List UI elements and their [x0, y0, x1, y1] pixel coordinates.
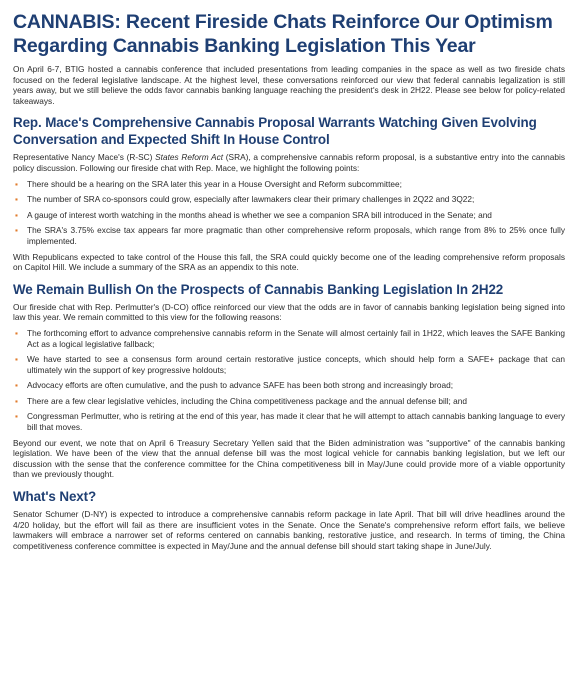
list-item-text: The number of SRA co-sponsors could grow, especially after lawmakers clear their primary challenges in 2Q22 and 3Q22; — [27, 194, 475, 205]
list-item — [13, 210, 565, 221]
section-mace-proposal — [13, 114, 565, 272]
square-bullet-icon: ▪ — [15, 380, 18, 391]
list-item-text: Congressman Perlmutter, who is retiring at the end of this year, has made it clear that he will attempt to attach cannabis banking language to every bill that moves. — [27, 411, 565, 433]
square-bullet-icon: ▪ — [15, 395, 18, 406]
section-heading: Rep. Mace's Comprehensive Cannabis Proposal Warrants Watching Given Evolving Conversation and Expected Shift In House Control — [13, 115, 537, 148]
list-item — [13, 194, 565, 205]
list-item-text: The forthcoming effort to advance comprehensive cannabis reform in the Senate will almost certainly fail in 1H22, which leaves the SAFE Banking Act as a logical legislative fallback; — [27, 327, 565, 349]
list-item — [13, 179, 565, 190]
list-item — [13, 380, 565, 391]
square-bullet-icon: ▪ — [15, 327, 18, 338]
section-paragraph: Our fireside chat with Rep. Perlmutter's (D-CO) office reinforced our view that the odds are in favor of cannabis banking legislation being signed into law this year. We remain committed to this view for the following reasons: — [13, 301, 565, 323]
list-item-text: We have started to see a consensus form around certain restorative justice concepts, which should help form a SAFE+ package that can ultimately win the support of key progressive holdouts; — [27, 354, 565, 375]
list-item-text: There are a few clear legislative vehicles, including the China competitiveness package and the annual defense bill; and — [27, 395, 468, 406]
list-item — [13, 354, 565, 375]
square-bullet-icon: ▪ — [15, 194, 18, 205]
paragraph-text: (SRA), a comprehensive cannabis reform proposal, is a substantive entry into the cannabis policy discussion. Following our fireside chat with Rep. Mace, we highlight the following points: — [13, 152, 565, 173]
intro-paragraph: On April 6-7, BTIG hosted a cannabis conference that included presentations from leading companies in the space as well as two fireside chats focused on the federal legislative landscape. At the highest level, these conversations reinforced our view that federal cannabis legalization is still years away, but we still believe the odds favor cannabis banking language reaching the president's desk in 2H22. Please see below for policy-related takeaways. — [13, 64, 565, 106]
section-paragraph: Senator Schumer (D-NY) is expected to introduce a comprehensive cannabis reform package in late April. That bill will drive headlines around the 4/20 holiday, but the effort will fail as there are insufficient votes in the Senate. Once the Senate's comprehensive reform effort fails, we believe lawmakers will embrace a narrower set of reforms centered on cannabis banking, restorative justice, and research. In terms of timing, the China competitiveness conference committee is expected in May/June and the annual defense bill should start taking shape in June/July. — [13, 509, 565, 551]
list-item — [13, 396, 565, 407]
square-bullet-icon: ▪ — [15, 411, 18, 422]
list-item-text: A gauge of interest worth watching in the months ahead is whether we see a companion SRA bill introduced in the Senate; and — [27, 209, 492, 220]
section-whats-next — [13, 488, 565, 551]
square-bullet-icon: ▪ — [15, 225, 18, 236]
section-closing: Beyond our event, we note that on April 6 Treasury Secretary Yellen said that the Biden administration was "supportive" of the cannabis banking legislation. We have been of the view that the annual defense bill was the most logical vehicle for cannabis banking legislation, but we left our discussion with the sense that the conference committee for the China competitiveness bill in May/June could provide more of a viable opportunity than we previously thought. — [13, 437, 565, 480]
section-closing: With Republicans expected to take control of the House this fall, the SRA could quickly become one of the leading comprehensive reform proposals on Capitol Hill. We include a summary of the SRA as an appendix to this note. — [13, 251, 565, 273]
section-paragraph — [13, 152, 565, 173]
section-banking-prospects — [13, 281, 565, 480]
section-heading: What's Next? — [13, 489, 97, 505]
paragraph-text: Representative Nancy Mace's (R-SC) — [13, 152, 156, 163]
square-bullet-icon: ▪ — [15, 209, 18, 220]
document-title: CANNABIS: Recent Fireside Chats Reinforce Our Optimism Regarding Cannabis Banking Legislation This Year — [13, 11, 553, 57]
bullet-list — [13, 328, 565, 433]
list-item — [13, 225, 565, 246]
list-item-text: The SRA's 3.75% excise tax appears far more pragmatic than other comprehensive reform proposals, which range from 8% to 25% once fully implemented. — [27, 225, 565, 246]
list-item — [13, 328, 565, 349]
square-bullet-icon: ▪ — [15, 354, 18, 365]
bullet-list — [13, 179, 565, 247]
square-bullet-icon: ▪ — [15, 178, 18, 189]
act-name: States Reform Act — [155, 152, 224, 163]
list-item-text: Advocacy efforts are often cumulative, and the push to advance SAFE has been both strong and increasingly broad; — [27, 380, 454, 391]
list-item-text: There should be a hearing on the SRA later this year in a House Oversight and Reform subcommittee; — [27, 178, 402, 189]
section-heading: We Remain Bullish On the Prospects of Cannabis Banking Legislation In 2H22 — [13, 281, 504, 297]
list-item — [13, 411, 565, 432]
